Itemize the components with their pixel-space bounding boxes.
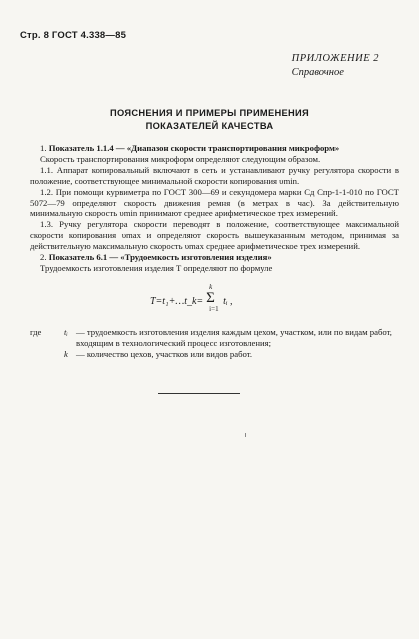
section-1-title: Показатель 1.1.4 — «Диапазон скорости транспортирования микроформ» xyxy=(48,143,340,153)
paragraph-1-3: 1.3. Ручку регулятора скорости переводят в положение, соответствующее максимальной скорости копирования υmax и определяют скорость вышеуказанным методом, принимая за действительную максимальную скорость υmax среднее арифметическое трех измерений. xyxy=(30,219,399,252)
appendix-label xyxy=(292,52,379,80)
section-2-title: Показатель 6.1 — «Трудоемкость изготовления изделия» xyxy=(48,252,272,263)
sum-upper-limit: k xyxy=(209,283,213,291)
section-2-number: 2. xyxy=(40,252,49,263)
section-2-heading xyxy=(30,252,399,263)
section-1-heading xyxy=(30,143,399,154)
appendix-type: Справочное xyxy=(291,67,344,78)
sum-lower-limit: i=1 xyxy=(209,305,219,313)
appendix-number: ПРИЛОЖЕНИЕ 2 xyxy=(291,53,379,64)
definition-symbol: tᵢ xyxy=(64,327,68,337)
page-header: Стр. 8 ГОСТ 4.338—85 xyxy=(20,30,127,41)
formula-lhs: T=t₁+…t_k= xyxy=(150,296,204,307)
definition-symbol: k xyxy=(64,348,68,359)
title-line-1: ПОЯСНЕНИЯ И ПРИМЕРЫ ПРИМЕНЕНИЯ xyxy=(110,108,309,118)
end-divider xyxy=(158,393,240,394)
definitions-list xyxy=(30,327,399,360)
definition-item xyxy=(30,327,399,349)
formula-term: tᵢ , xyxy=(223,296,233,307)
section-1-intro: Скорость транспортирования микроформ определяют следующим образом. xyxy=(40,153,321,164)
sigma-icon: Σ xyxy=(206,290,215,306)
labor-formula xyxy=(150,283,233,313)
document-title xyxy=(0,107,419,133)
definition-text: — количество цехов, участков или видов работ. xyxy=(76,348,253,359)
summation xyxy=(205,283,221,313)
definition-text: — трудоемкость изготовления изделия каждым цехом, участком, или по видам работ, входящим в технологический процесс изготовления; xyxy=(76,327,392,348)
section-1-number: 1. xyxy=(40,143,49,153)
section-2-intro: Трудоемкость изготовления изделия T определяют по формуле xyxy=(40,262,273,273)
definition-item xyxy=(30,349,399,360)
paragraph-1-1: 1.1. Аппарат копировальный включают в сеть и устанавливают ручку регулятора скорости в положение, соответствующее минимальной скорости копирования υmin. xyxy=(30,164,399,186)
paragraph-1-2: 1.2. При помощи курвиметра по ГОСТ 300—69 и секундомера марки Сд Спр-1-1-010 по ГОСТ 5072—79 определяют скорость движения ремня (в метрах в час). За действительную минимальную скорость υmin принимают среднее арифметическое трех измерений. xyxy=(30,186,399,219)
where-label: где xyxy=(30,327,42,337)
title-line-2: ПОКАЗАТЕЛЕЙ КАЧЕСТВА xyxy=(145,121,274,131)
document-body xyxy=(30,143,399,274)
scan-mark xyxy=(245,433,246,437)
